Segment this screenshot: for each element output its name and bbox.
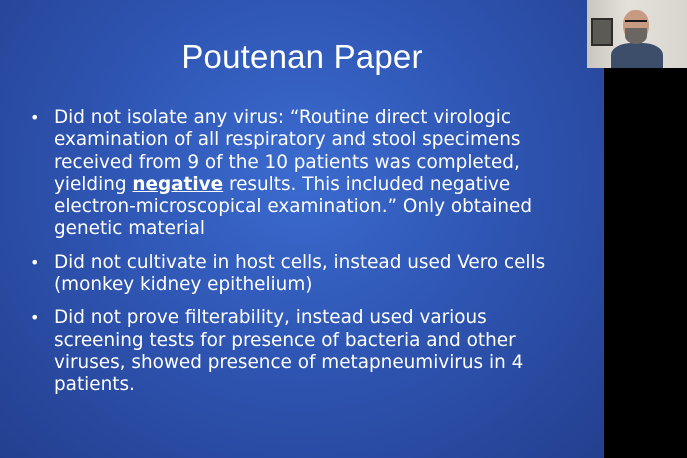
bullet-icon: • bbox=[30, 252, 40, 272]
presenter-glasses bbox=[625, 20, 647, 27]
bullet-text-line: Did not cultivate in host cells, instead used Vero cells bbox=[54, 251, 546, 273]
bullet-item-1 bbox=[30, 107, 590, 241]
bullet-icon: • bbox=[30, 108, 40, 127]
bullet-text-line: Did not prove filterability, instead used various bbox=[54, 307, 487, 329]
bullet-text-line: received from 9 of the 10 patients was completed, bbox=[54, 151, 520, 173]
slide-title: Poutenan Paper bbox=[181, 38, 423, 75]
webcam-thumbnail[interactable] bbox=[587, 0, 687, 68]
bullet-item-3 bbox=[30, 307, 590, 396]
presenter-beard bbox=[625, 28, 647, 44]
bullet-item-2 bbox=[30, 252, 590, 297]
presenter-torso bbox=[611, 43, 663, 68]
bullet-text-line: yielding bbox=[54, 173, 133, 195]
bullet-text-line: Did not isolate any virus: “Routine direct virologic bbox=[54, 107, 511, 128]
bullet-text-line: genetic material bbox=[54, 218, 205, 240]
bullet-icon: • bbox=[30, 308, 40, 328]
emphasized-word: negative bbox=[132, 173, 224, 195]
side-panel bbox=[604, 0, 687, 458]
bullet-text-line: results. This included negative bbox=[223, 173, 511, 195]
bullet-text-line: electron-microscopical examination.” Only obtained bbox=[54, 196, 533, 218]
bullet-text-line: examination of all respiratory and stool specimens bbox=[54, 129, 521, 151]
wall-picture bbox=[591, 18, 613, 46]
bullet-text-line: (monkey kidney epithelium) bbox=[54, 274, 313, 296]
bullet-list bbox=[30, 107, 590, 408]
bullet-text-line: viruses, showed presence of metapneumivirus in 4 bbox=[54, 351, 524, 373]
bullet-text-line: screening tests for presence of bacteria and other bbox=[54, 329, 516, 351]
bullet-text-line: patients. bbox=[54, 374, 135, 396]
